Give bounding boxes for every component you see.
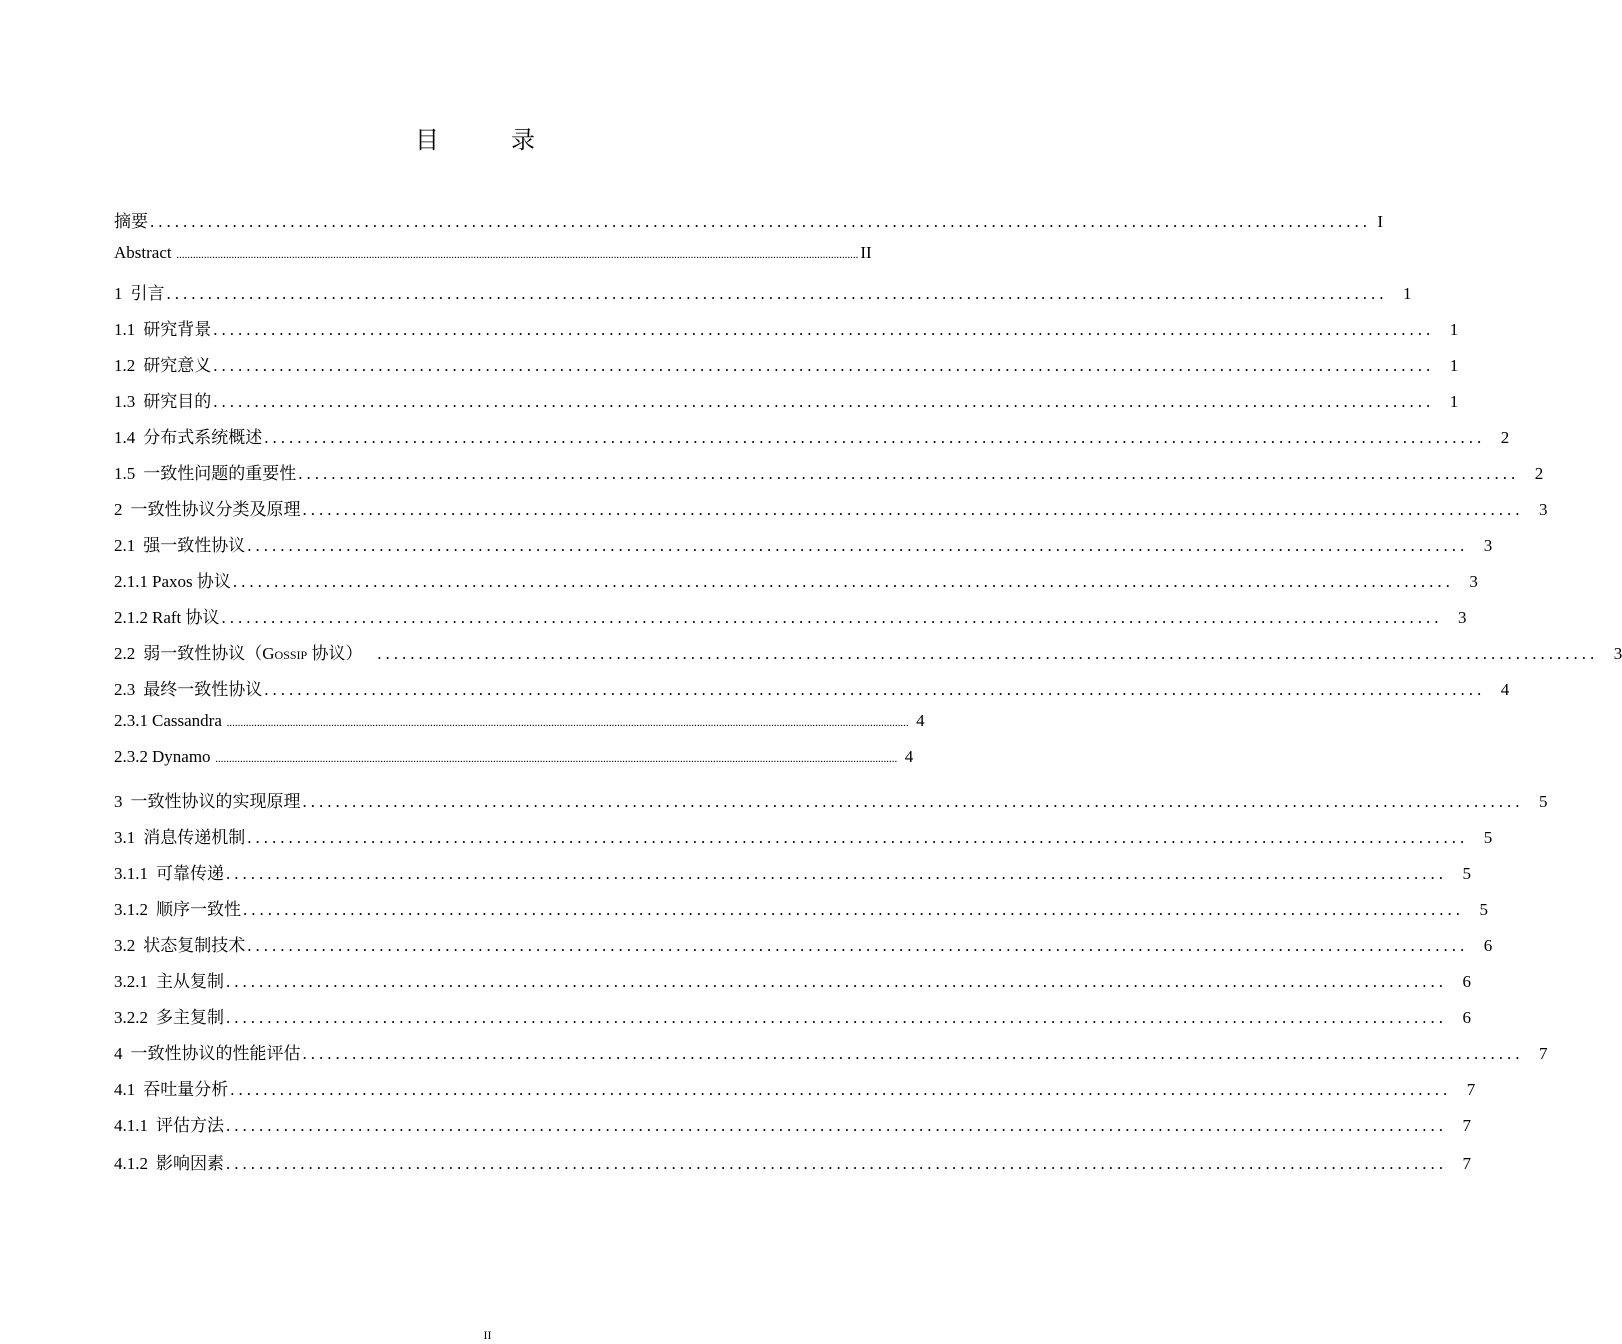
toc-entry[interactable] [114,207,1383,243]
toc-entry-title: 研究背景 [143,320,212,339]
toc-entry-page: 6 [1462,1008,1471,1027]
toc-entry-page: 5 [1462,864,1471,883]
toc-entry-number: 4.1.1 [114,1116,148,1135]
toc-entry-title: 一致性协议分类及原理 [130,500,301,519]
toc-entry-title: 一致性问题的重要性 [143,464,297,483]
page-number: II [483,1328,492,1342]
toc-entry[interactable] [114,423,1510,459]
toc-entry-title: 一致性协议的实现原理 [130,792,301,811]
toc-entry[interactable] [114,387,1459,423]
toc-entry-title: 一致性协议的性能评估 [130,1044,301,1063]
dot-leader: .................................................................................................................................................... [230,1080,1452,1099]
toc-entry-number: 3.2.2 [114,1008,148,1027]
toc-entry-number: 3.1.2 [114,900,148,919]
toc-entry-page: 1 [1403,284,1412,303]
toc-entry-page: 4 [916,711,925,730]
toc-entry-page: 4 [904,747,914,766]
dot-leader: .................................................................................................................................................... [226,1116,1447,1135]
toc-entry-number: 4 [114,1044,123,1063]
toc-entry[interactable] [114,1149,1471,1185]
toc-entry-page: 3 [1469,572,1478,591]
dot-leader: ........................................................................................................................................................................................................................................................ [223,717,909,729]
toc-entry-title: 弱一致性协议（Gossip 协议） [143,644,363,663]
toc-entry-title: 影响因素 [156,1154,224,1173]
toc-entry-page: 2 [1500,428,1510,447]
toc-entry-page: 7 [1466,1080,1476,1099]
dot-leader: .................................................................................................................................................... [302,792,1524,811]
toc-entry-number: 3.1 [114,828,136,847]
dot-leader: .................................................................................................................................................... [247,536,1469,555]
toc-entry-number: 4.1 [114,1080,136,1099]
toc-entry-title: Dynamo [152,747,211,766]
toc-entry-page: 5 [1479,900,1488,919]
dot-leader: .................................................................................................................................................... [226,864,1447,883]
toc-entry-number: 2.1.2 [114,608,148,627]
toc-entry-page: 3 [1458,608,1467,627]
toc-entry[interactable] [114,495,1548,531]
toc-entry[interactable] [114,603,1467,639]
toc-entry-page: 6 [1462,972,1471,991]
toc-entry-page: I [1377,212,1383,231]
toc-entry-page: 7 [1462,1116,1471,1135]
toc-entry-title: 状态复制技术 [143,936,246,955]
toc-entry[interactable] [114,243,872,279]
toc-entry-page: 7 [1539,1044,1548,1063]
dot-leader: .................................................................................................................................................... [213,356,1435,375]
toc-entry-title: 引言 [130,284,165,303]
toc-entry-title: Raft 协议 [152,608,220,627]
toc-entry-number: 3 [114,792,123,811]
toc-entry[interactable] [114,351,1459,387]
toc-entry-title: 分布式系统概述 [143,428,263,447]
toc-entry[interactable] [114,315,1459,351]
toc-entry[interactable] [114,747,914,783]
toc-entry[interactable] [114,859,1471,895]
toc-entry-page: 1 [1449,392,1459,411]
dot-leader: .................................................................................................................................................... [243,900,1464,919]
toc-entry-page: 3 [1613,644,1622,663]
toc-entry-title: 最终一致性协议 [143,680,263,699]
toc-entry-page: 3 [1539,500,1548,519]
dot-leader: .................................................................................................................................................... [221,608,1443,627]
toc-entry-page: 1 [1449,356,1459,375]
toc-entry-number: 1.5 [114,464,136,483]
toc-entry-title: 摘要 [114,212,148,231]
toc-entry[interactable] [114,931,1493,967]
toc-entry[interactable] [114,1039,1548,1075]
dot-leader: .................................................................................................................................................... [226,972,1447,991]
toc-entry-number: 2.2 [114,644,136,663]
toc-entry-number: 2.3 [114,680,136,699]
toc-entry[interactable] [114,711,925,747]
dot-leader: .................................................................................................................................................... [150,212,1371,231]
toc-entry-title: 强一致性协议 [143,536,246,555]
toc-entry-number: 1.2 [114,356,136,375]
toc-entry[interactable] [114,787,1548,823]
toc-entry-number: 1 [114,284,123,303]
dot-leader: .................................................................................................................................................... [213,320,1435,339]
table-of-contents [114,207,1622,1185]
dot-leader: .................................................................................................................................................... [247,828,1469,847]
page-title: 目 录 [415,126,559,154]
toc-entry[interactable] [114,459,1544,495]
dot-leader: .................................................................................................................................................... [264,428,1486,447]
toc-entry-page: 7 [1462,1154,1471,1173]
dot-leader: .................................................................................................................................................... [232,572,1454,591]
toc-entry-number: 1.4 [114,428,136,447]
toc-entry-page: 6 [1483,936,1493,955]
toc-entry-page: 4 [1500,680,1510,699]
toc-entry-number: 3.2 [114,936,136,955]
dot-leader: .................................................................................................................................................... [247,936,1469,955]
toc-entry[interactable] [114,567,1478,603]
toc-entry-title: 顺序一致性 [156,900,241,919]
toc-entry-title: 研究目的 [143,392,212,411]
toc-entry-title: Cassandra [152,711,222,730]
toc-entry[interactable] [114,1003,1471,1039]
dot-leader: ........................................................................................................................................................................................................................................................ [173,249,859,261]
toc-entry-page: 2 [1534,464,1544,483]
toc-entry-page: 3 [1483,536,1493,555]
dot-leader: .................................................................................................................................................... [298,464,1520,483]
toc-entry[interactable] [114,279,1412,315]
toc-entry[interactable] [114,967,1471,1003]
toc-entry-number: 4.1.2 [114,1154,148,1173]
toc-entry-number: 1.1 [114,320,136,339]
toc-entry-page: II [860,243,872,262]
toc-entry-number: 1.3 [114,392,136,411]
toc-entry-page: 5 [1539,792,1548,811]
dot-leader: ........................................................................................................................................................................................................................................................ [212,753,898,765]
toc-entry-number: 3.2.1 [114,972,148,991]
dot-leader: .................................................................................................................................................... [377,644,1599,663]
dot-leader: .................................................................................................................................................... [302,1044,1524,1063]
toc-entry[interactable] [114,1111,1471,1147]
toc-entry-number: 2.1.1 [114,572,148,591]
toc-entry-page: 5 [1483,828,1493,847]
toc-entry-number: 3.1.1 [114,864,148,883]
toc-entry-number: 2.3.1 [114,711,148,730]
toc-entry-page: 1 [1449,320,1459,339]
dot-leader: .................................................................................................................................................... [302,500,1524,519]
dot-leader: .................................................................................................................................................... [264,680,1486,699]
toc-entry-number: 2 [114,500,123,519]
toc-entry-title: 主从复制 [156,972,224,991]
toc-entry-number: 2.1 [114,536,136,555]
toc-entry[interactable] [114,675,1510,711]
toc-entry-title: 消息传递机制 [143,828,246,847]
toc-entry-title: 研究意义 [143,356,212,375]
toc-entry-title: 可靠传递 [156,864,224,883]
toc-entry[interactable] [114,895,1488,931]
dot-leader: .................................................................................................................................................... [226,1008,1447,1027]
dot-leader: .................................................................................................................................................... [226,1154,1447,1173]
toc-entry-title: 评估方法 [156,1116,224,1135]
toc-entry-title: Paxos 协议 [152,572,231,591]
dot-leader: .................................................................................................................................................... [213,392,1435,411]
toc-entry[interactable] [114,823,1493,859]
toc-entry[interactable] [114,1075,1476,1111]
dot-leader: .................................................................................................................................................... [166,284,1388,303]
toc-entry-title: Abstract [114,243,172,262]
toc-entry-title: 多主复制 [156,1008,224,1027]
toc-entry[interactable] [114,531,1493,567]
toc-entry[interactable] [114,639,1622,675]
toc-entry-number: 2.3.2 [114,747,148,766]
toc-entry-title: 吞吐量分析 [143,1080,229,1099]
